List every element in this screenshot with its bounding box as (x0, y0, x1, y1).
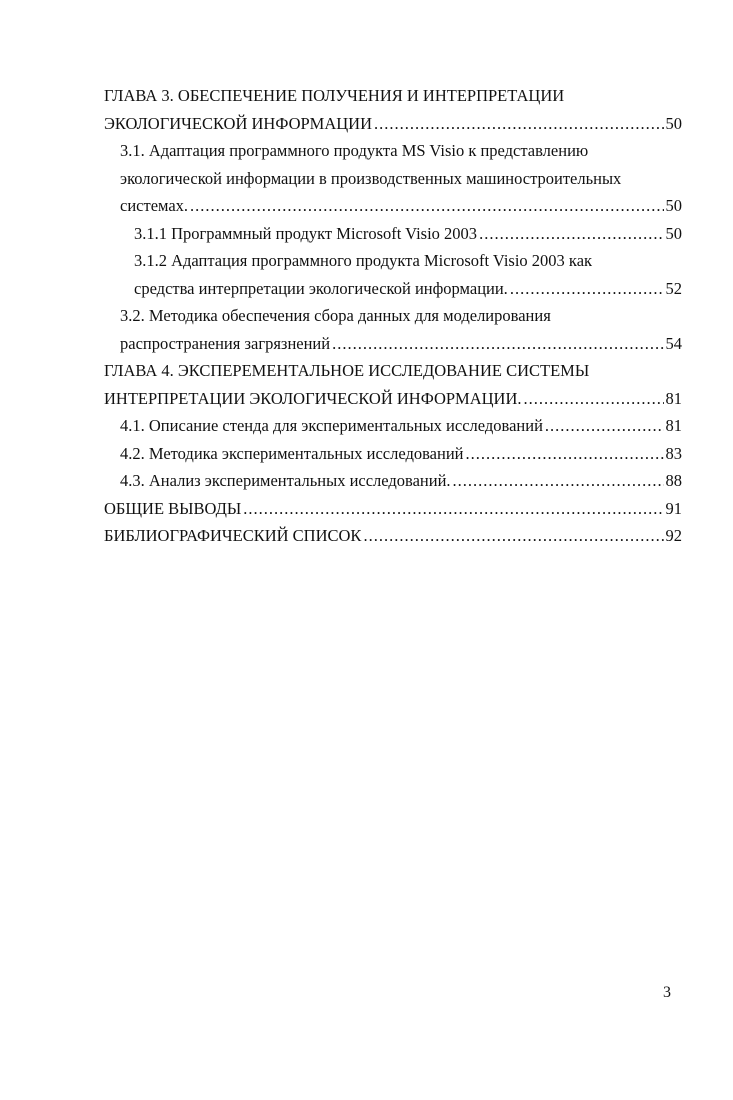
toc-entry-chapter-3[interactable] (104, 82, 682, 137)
toc-entry-last-line (104, 522, 682, 550)
toc-entry-section-3-1-2[interactable] (104, 247, 682, 302)
toc-entry-text: ОБЩИЕ ВЫВОДЫ (104, 498, 242, 518)
toc-entry-bibliography[interactable] (104, 522, 682, 550)
toc-entry-page: 83 (665, 443, 682, 463)
toc-entry-section-4-1[interactable] (104, 412, 682, 440)
toc-entry-text: 3.1.1 Программный продукт Microsoft Visio 2003 (134, 223, 478, 243)
toc-entry-section-3-1[interactable] (104, 137, 682, 220)
toc-entry-last-line (120, 412, 682, 440)
dot-leader (545, 412, 664, 440)
dot-leader (363, 522, 663, 550)
toc-entry-last-line (120, 467, 682, 495)
toc-entry-section-4-2[interactable] (104, 440, 682, 468)
toc-entry-page: 92 (665, 526, 682, 545)
toc-entry-line: ГЛАВА 4. ЭКСПЕРЕМЕНТАЛЬНОЕ ИССЛЕДОВАНИЕ СИСТЕМЫ (104, 361, 590, 380)
toc-entry-text: 4.1. Описание стенда для экспериментальных исследований (120, 416, 543, 435)
toc-entry-line: 3.1.2 Адаптация программного продукта Microsoft Visio 2003 как (134, 251, 593, 270)
toc-entry-text: 4.2. Методика экспериментальных исследований (120, 443, 464, 463)
table-of-contents (104, 82, 682, 550)
toc-entry-line: ГЛАВА 3. ОБЕСПЕЧЕНИЕ ПОЛУЧЕНИЯ И ИНТЕРПРЕТАЦИИ (104, 86, 565, 105)
toc-entry-section-3-1-1[interactable] (104, 220, 682, 248)
toc-entry-last-line (134, 220, 682, 248)
toc-entry-line: 3.2. Методика обеспечения сбора данных для моделирования (120, 306, 551, 325)
toc-entry-page: 81 (665, 388, 682, 408)
toc-entry-page: 54 (665, 333, 682, 353)
toc-entry-text: средства интерпретации экологической информации. (134, 278, 508, 298)
page-number: 3 (663, 984, 671, 1001)
toc-entry-section-4-3[interactable] (104, 467, 682, 495)
toc-entry-text: БИБЛИОГРАФИЧЕСКИЙ СПИСОК (104, 526, 362, 545)
dot-leader (453, 467, 664, 495)
dot-leader (374, 110, 664, 138)
toc-entry-page: 81 (665, 416, 682, 435)
toc-entry-last-line (104, 110, 682, 138)
toc-entry-text: 4.3. Анализ экспериментальных исследований. (120, 471, 451, 490)
dot-leader (510, 275, 664, 303)
toc-entry-last-line (120, 330, 682, 358)
toc-entry-text: распространения загрязнений (120, 333, 331, 353)
toc-entry-last-line (134, 275, 682, 303)
toc-entry-line: 3.1. Адаптация программного продукта MS Visio к представлению (120, 141, 589, 160)
dot-leader (332, 330, 663, 358)
dot-leader (479, 220, 663, 248)
toc-entry-last-line (104, 385, 682, 413)
toc-entry-last-line (120, 192, 682, 220)
dot-leader (524, 385, 664, 413)
toc-entry-page: 50 (665, 223, 682, 243)
toc-entry-conclusions[interactable] (104, 495, 682, 523)
toc-entry-section-3-2[interactable] (104, 302, 682, 357)
dot-leader (190, 192, 663, 220)
toc-entry-page: 50 (665, 113, 682, 133)
toc-entry-page: 52 (665, 278, 682, 298)
toc-entry-text: ИНТЕРПРЕТАЦИИ ЭКОЛОГИЧЕСКОЙ ИНФОРМАЦИИ. (104, 388, 522, 408)
toc-entry-page: 91 (665, 498, 682, 518)
toc-entry-page: 50 (665, 196, 682, 215)
dot-leader (243, 495, 663, 523)
toc-entry-line: экологической информации в производственных машиностроительных (120, 168, 622, 188)
toc-entry-last-line (120, 440, 682, 468)
toc-entry-text: ЭКОЛОГИЧЕСКОЙ ИНФОРМАЦИИ (104, 113, 372, 133)
toc-entry-text: системах. (120, 196, 189, 215)
toc-entry-page: 88 (665, 471, 682, 490)
toc-entry-last-line (104, 495, 682, 523)
toc-entry-chapter-4[interactable] (104, 357, 682, 412)
dot-leader (465, 440, 663, 468)
